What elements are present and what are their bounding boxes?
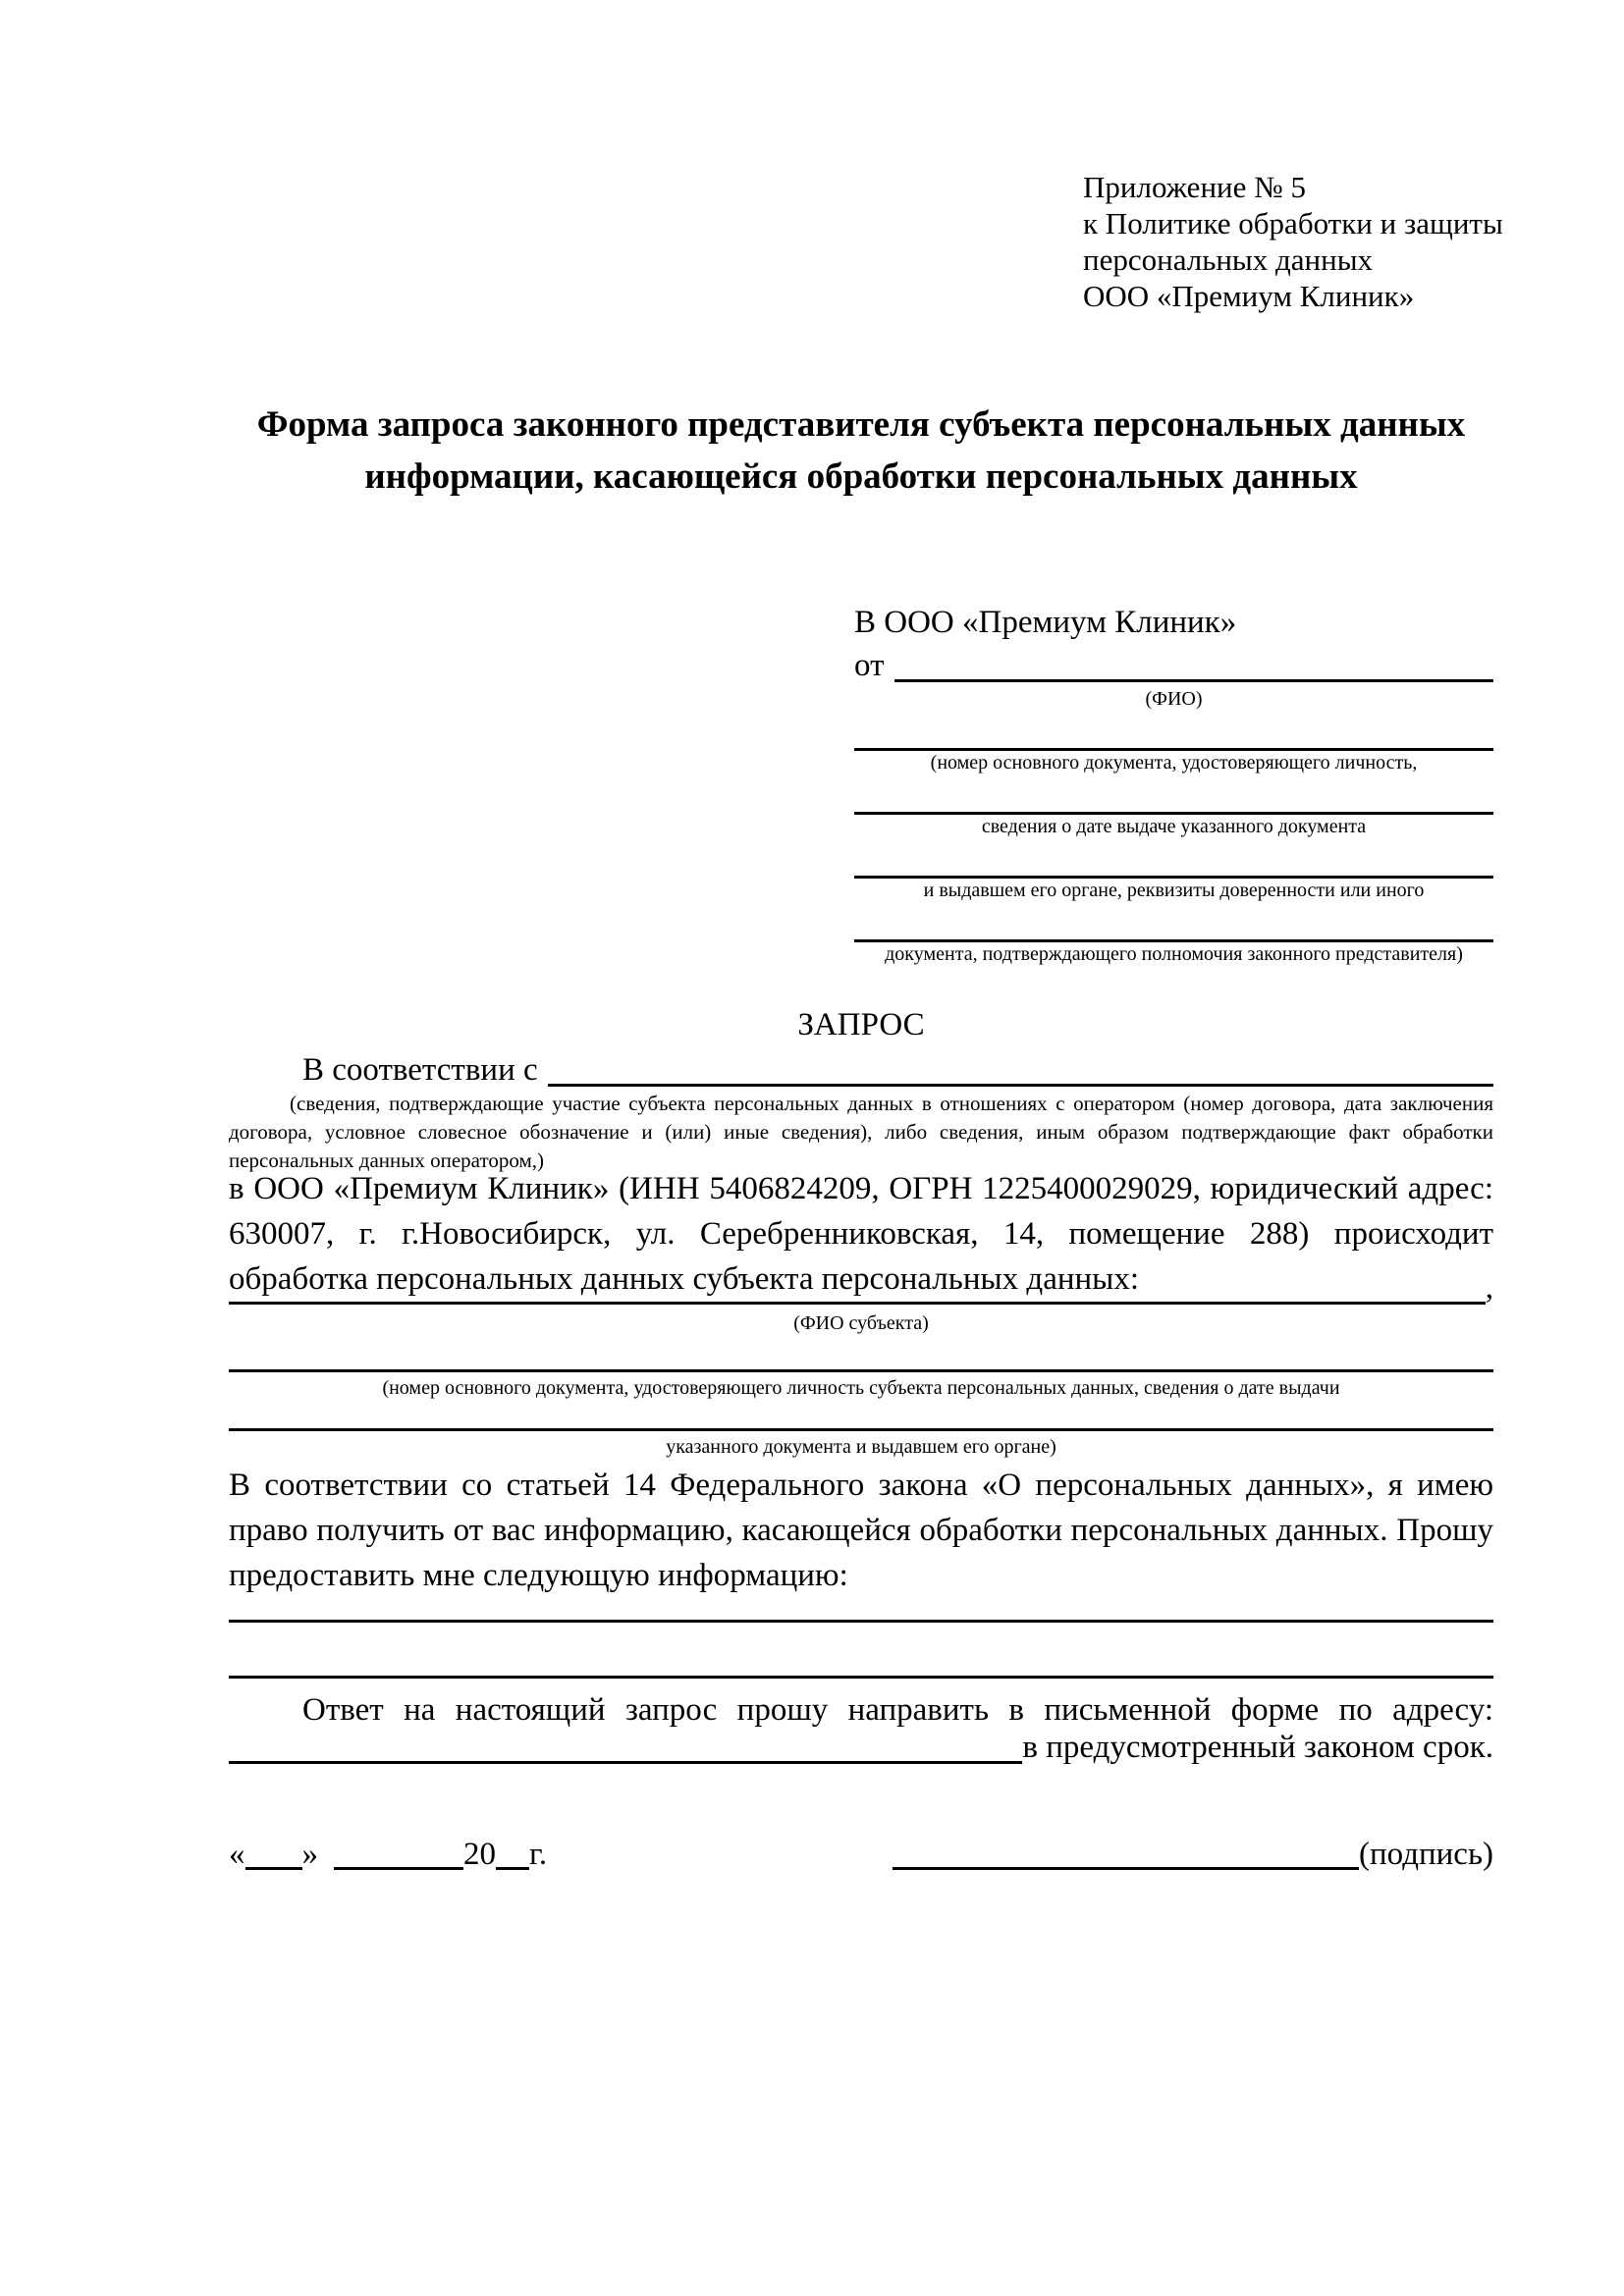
addressee-to: В ООО «Премиум Клиник» bbox=[854, 605, 1237, 640]
subject-name-blank-line bbox=[229, 1266, 1486, 1305]
doc-blank-line-2 bbox=[854, 778, 1493, 815]
signature-blank-line bbox=[893, 1867, 1359, 1870]
title-line-2: информации, касающейся обработки персональных данных bbox=[364, 456, 1358, 497]
accordance-row bbox=[229, 1048, 1493, 1092]
accordance-label: В соответствии с bbox=[302, 1052, 538, 1088]
doc-info-row bbox=[854, 906, 1493, 966]
answer-tail: в предусмотренный законом срок. bbox=[1022, 1730, 1493, 1765]
from-blank-line bbox=[894, 644, 1494, 682]
doc-info-row bbox=[854, 842, 1493, 902]
subject-doc-blank-line-1 bbox=[229, 1369, 1493, 1372]
addressee-block bbox=[854, 601, 1493, 966]
info-blank-line-1 bbox=[229, 1620, 1493, 1623]
fio-caption: (ФИО) bbox=[1145, 688, 1203, 710]
date-day-blank bbox=[245, 1867, 302, 1870]
doc-blank-line-4 bbox=[854, 906, 1493, 942]
appendix-line-1: Приложение № 5 bbox=[1083, 170, 1306, 204]
accordance-note: (сведения, подтверждающие участие субъекта персональных данных в отношениях с оператором (номер договора, дата заключения договора, условное словесное обозначение и (или) иные сведения), либо сведения, иным образом подтверждающие факт обработки персональных данных оператором,) bbox=[229, 1092, 1493, 1172]
accordance-blank-line bbox=[548, 1048, 1493, 1087]
from-label: от bbox=[854, 648, 885, 683]
info-blank-line-2 bbox=[229, 1676, 1493, 1679]
answer-address-row bbox=[229, 1726, 1493, 1769]
subject-doc-caption-1: (номер основного документа, удостоверяющего личность субъекта персональных данных, сведения о дате выдачи bbox=[382, 1377, 1340, 1399]
doc-caption-1: (номер основного документа, удостоверяющего личность, bbox=[930, 752, 1418, 774]
date-close-quote: » bbox=[301, 1837, 318, 1872]
subject-comma: , bbox=[1485, 1270, 1493, 1306]
date-signature-row bbox=[229, 1832, 1493, 1877]
date-year-blank bbox=[496, 1867, 529, 1870]
date-month-blank bbox=[334, 1867, 463, 1870]
doc-caption-3: и выдавшем его органе, реквизиты доверенности или иного bbox=[923, 880, 1425, 901]
from-row bbox=[854, 644, 1493, 687]
answer-sentence: Ответ на настоящий запрос прошу направить в письменной форме по адресу: bbox=[302, 1692, 1493, 1728]
date-year-prefix: 20 bbox=[463, 1837, 496, 1872]
doc-caption-2: сведения о дате выдаче указанного документа bbox=[981, 816, 1367, 837]
subject-name-row bbox=[229, 1266, 1493, 1309]
appendix-line-4: ООО «Премиум Клиник» bbox=[1083, 279, 1415, 313]
appendix-block bbox=[1083, 169, 1503, 314]
doc-info-row bbox=[854, 778, 1493, 838]
answer-address-blank-line bbox=[229, 1726, 1022, 1764]
subject-doc-blank-line-2 bbox=[229, 1428, 1493, 1431]
date-year-suffix: г. bbox=[529, 1837, 548, 1872]
operator-paragraph: в ООО «Премиум Клиник» (ИНН 5406824209, ОГРН 1225400029029, юридический адрес: 630007, г. г.Новосибирск, ул. Серебренниковская, 14, помещение 288) происходит обработка персональных данных субъекта персональных данных: bbox=[229, 1171, 1493, 1297]
doc-info-row bbox=[854, 715, 1493, 774]
appendix-line-3: персональных данных bbox=[1083, 242, 1374, 277]
doc-blank-line-3 bbox=[854, 842, 1493, 879]
signature-caption: (подпись) bbox=[1359, 1837, 1493, 1872]
subject-doc-caption-2: указанного документа и выдавшем его органе) bbox=[666, 1436, 1056, 1458]
request-heading: ЗАПРОС bbox=[797, 1007, 925, 1042]
appendix-line-2: к Политике обработки и защиты bbox=[1083, 206, 1503, 240]
signature-group bbox=[893, 1832, 1493, 1877]
title-line-1: Форма запроса законного представителя субъекта персональных данных bbox=[256, 404, 1466, 445]
subject-fio-caption: (ФИО субъекта) bbox=[793, 1312, 929, 1334]
date-open-quote: « bbox=[229, 1837, 245, 1872]
document-title bbox=[229, 399, 1493, 503]
law-paragraph: В соответствии со статьей 14 Федерального закона «О персональных данных», я имею право получить от вас информацию, касающейся обработки персональных данных. Прошу предоставить мне следующую информацию: bbox=[229, 1468, 1493, 1593]
doc-blank-line-1 bbox=[854, 715, 1493, 751]
doc-caption-4: документа, подтверждающего полномочия законного представителя) bbox=[885, 943, 1463, 965]
